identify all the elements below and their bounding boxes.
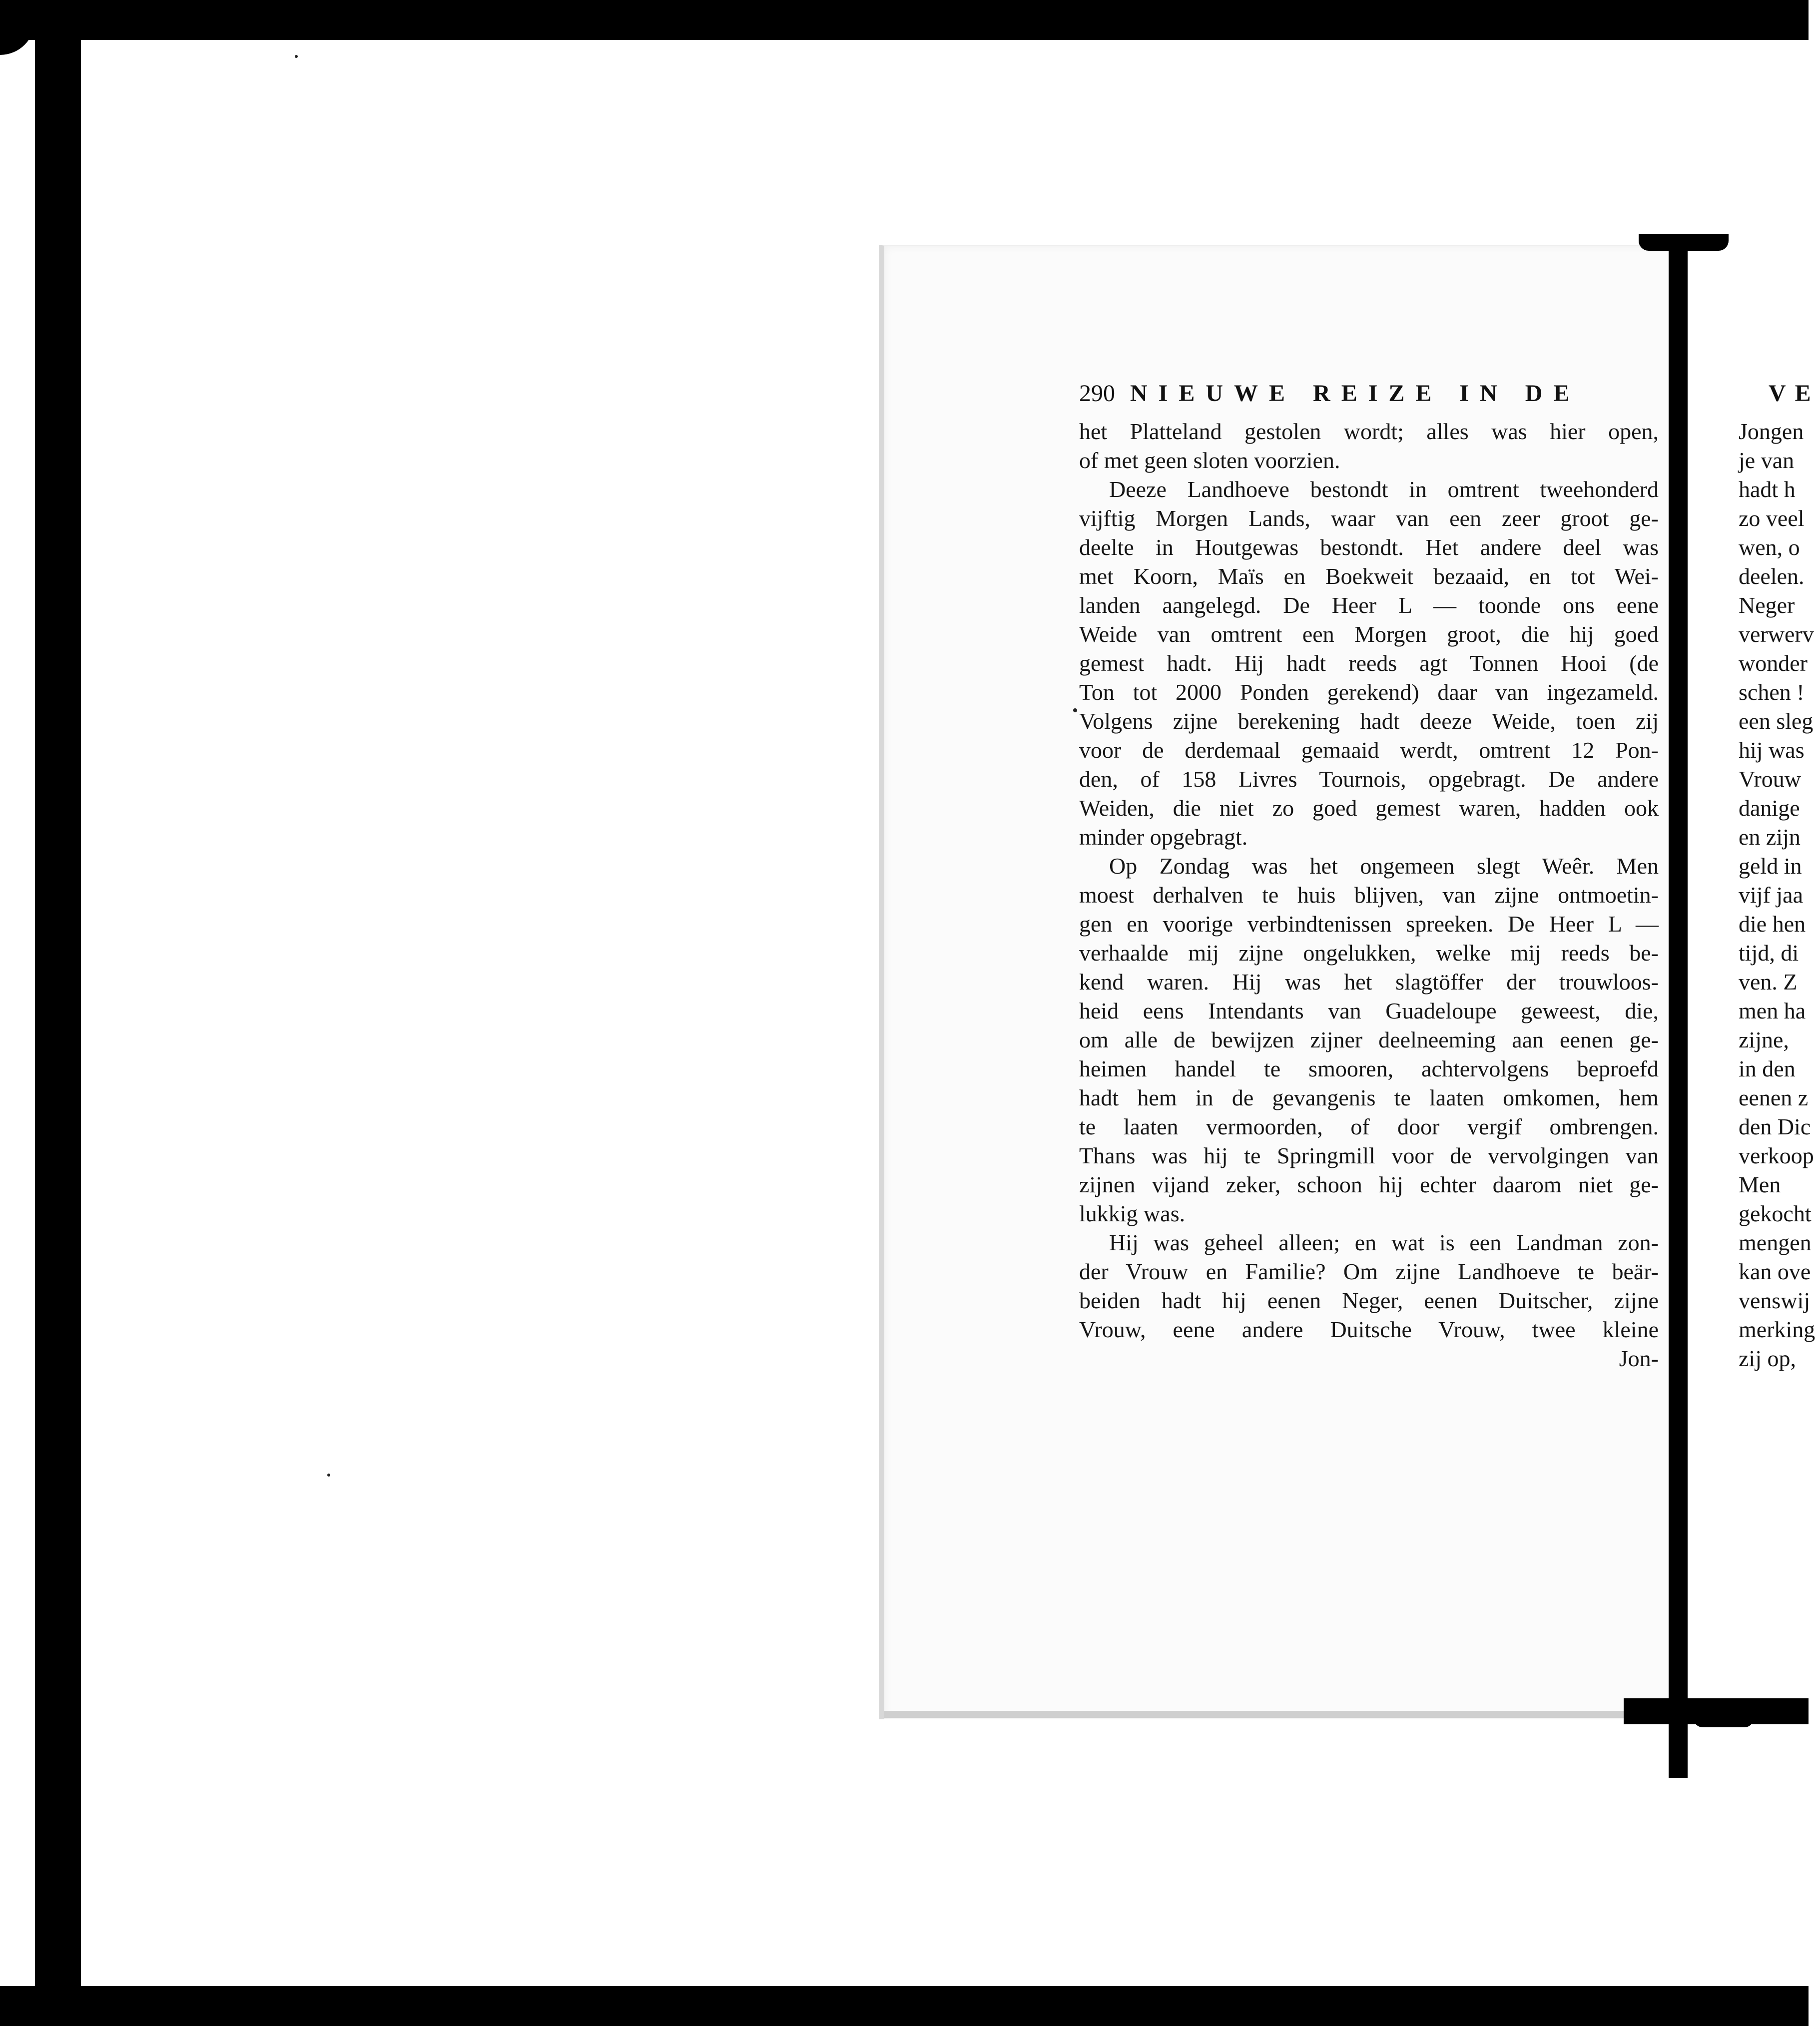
text-line: verkoop	[1739, 1143, 1814, 1168]
gutter-clamp-notch	[1694, 1718, 1754, 1727]
text-line: verhaalde mij zijne ongelukken, welke mij reeds be-	[1079, 940, 1659, 966]
scan-speck	[1073, 708, 1077, 712]
text-line: Neger	[1739, 592, 1795, 618]
text-line: het Platteland gestolen wordt; alles was hier open,	[1079, 419, 1659, 444]
microfilm-corner-notch	[0, 20, 35, 55]
text-line: ven. Z	[1739, 969, 1798, 995]
text-line: en zijn	[1739, 824, 1801, 850]
text-line: mengen	[1739, 1230, 1812, 1255]
text-line: den Dic	[1739, 1114, 1811, 1139]
running-header	[1079, 380, 1669, 410]
text-line: Ton tot 2000 Ponden gerekend) daar van ingezameld.	[1079, 679, 1659, 705]
text-line: beiden hadt hij eenen Neger, eenen Duitscher, zijne	[1079, 1288, 1659, 1313]
text-line: zo veel	[1739, 506, 1805, 531]
text-line: den, of 158 Livres Tournois, opgebragt. De andere	[1079, 766, 1659, 792]
text-line: zijne,	[1739, 1027, 1789, 1052]
page-number: 290	[1079, 380, 1115, 407]
text-line: Men	[1739, 1172, 1781, 1197]
scan-speck	[327, 1474, 330, 1477]
left-page-text	[1079, 417, 1659, 1373]
text-line: Jongen	[1739, 419, 1804, 444]
text-line: je van	[1739, 448, 1795, 473]
scan-speck	[295, 55, 298, 58]
text-line: wonder	[1739, 650, 1808, 676]
text-line: wen, o	[1739, 534, 1800, 560]
text-line: hij was	[1739, 737, 1805, 763]
text-line: gen en voorige verbindtenissen spreeken. De Heer L —	[1079, 911, 1659, 937]
text-line: der Vrouw en Familie? Om zijne Landhoeve te beär-	[1079, 1259, 1659, 1284]
text-line: danige	[1739, 795, 1800, 821]
text-line: heimen handel te smooren, achtervolgens beproefd	[1079, 1056, 1659, 1081]
text-line: Hij was geheel alleen; en wat is een Landman zon-	[1109, 1230, 1659, 1255]
text-line: geld in	[1739, 853, 1802, 879]
text-line: zij op,	[1739, 1346, 1796, 1371]
text-line: te laaten vermoorden, of door vergif ombrengen.	[1079, 1114, 1659, 1139]
text-line: Thans was hij te Springmill voor de vervolgingen van	[1079, 1143, 1659, 1168]
right-running-header: VE	[1769, 380, 1820, 407]
text-line: deelte in Houtgewas bestondt. Het andere deel was	[1079, 534, 1659, 560]
text-line: heid eens Intendants van Guadeloupe geweest, die,	[1079, 998, 1659, 1023]
text-line: Weiden, die niet zo goed gemest waren, hadden ook	[1079, 795, 1659, 821]
text-line: minder opgebragt.	[1079, 824, 1248, 850]
text-line: deelen.	[1739, 563, 1805, 589]
microfilm-border-top	[0, 0, 1809, 40]
text-line: een sleg	[1739, 708, 1814, 734]
text-line: gekocht	[1739, 1201, 1812, 1226]
text-line: tijd, di	[1739, 940, 1799, 966]
text-line: hadt h	[1739, 477, 1796, 502]
text-line: voor de derdemaal gemaaid werdt, omtrent 12 Pon-	[1079, 737, 1659, 763]
right-page-text	[1739, 417, 1816, 1373]
text-line: Jon-	[1619, 1346, 1659, 1371]
text-line: venswij	[1739, 1288, 1811, 1313]
text-line: Vrouw, eene andere Duitsche Vrouw, twee kleine	[1079, 1317, 1659, 1342]
text-line: lukkig was.	[1079, 1201, 1186, 1226]
running-title: NIEUWE REIZE IN DE	[1130, 380, 1581, 407]
text-line: Op Zondag was het ongemeen slegt Weêr. Men	[1109, 853, 1659, 879]
text-line: of met geen sloten voorzien.	[1079, 448, 1340, 473]
gutter-clamp-top	[1639, 234, 1729, 251]
page-bottom-edge	[884, 1711, 1709, 1718]
text-line: landen aangelegd. De Heer L — toonde ons eene	[1079, 592, 1659, 618]
microfilm-border-bottom	[0, 1986, 1809, 2026]
text-line: om alle de bewijzen zijner deelneeming aan eenen ge-	[1079, 1027, 1659, 1052]
text-line: kend waren. Hij was het slagtöffer der trouwloos-	[1079, 969, 1659, 995]
text-line: gemest hadt. Hij hadt reeds agt Tonnen Hooi (de	[1079, 650, 1659, 676]
text-line: vijftig Morgen Lands, waar van een zeer groot ge-	[1079, 506, 1659, 531]
microfilm-border-left	[35, 40, 81, 1986]
text-line: zijnen vijand zeker, schoon hij echter daarom niet ge-	[1079, 1172, 1659, 1197]
text-line: men ha	[1739, 998, 1806, 1023]
text-line: die hen	[1739, 911, 1806, 937]
text-line: Volgens zijne berekening hadt deeze Weide, toen zij	[1079, 708, 1659, 734]
text-line: Deeze Landhoeve bestondt in omtrent tweehonderd	[1109, 477, 1659, 502]
text-line: met Koorn, Maïs en Boekweit bezaaid, en tot Wei-	[1079, 563, 1659, 589]
text-line: vijf jaa	[1739, 882, 1803, 908]
text-line: in den	[1739, 1056, 1796, 1081]
text-line: merking	[1739, 1317, 1816, 1342]
text-line: verwerv	[1739, 621, 1814, 647]
text-line: kan ove	[1739, 1259, 1811, 1284]
book-gutter	[1669, 240, 1688, 1778]
text-line: schen !	[1739, 679, 1805, 705]
text-line: eenen z	[1739, 1085, 1809, 1110]
text-line: hadt hem in de gevangenis te laaten omkomen, hem	[1079, 1085, 1659, 1110]
text-line: moest derhalven te huis blijven, van zijne ontmoetin-	[1079, 882, 1659, 908]
text-line: Vrouw	[1739, 766, 1801, 792]
text-line: Weide van omtrent een Morgen groot, die hij goed	[1079, 621, 1659, 647]
